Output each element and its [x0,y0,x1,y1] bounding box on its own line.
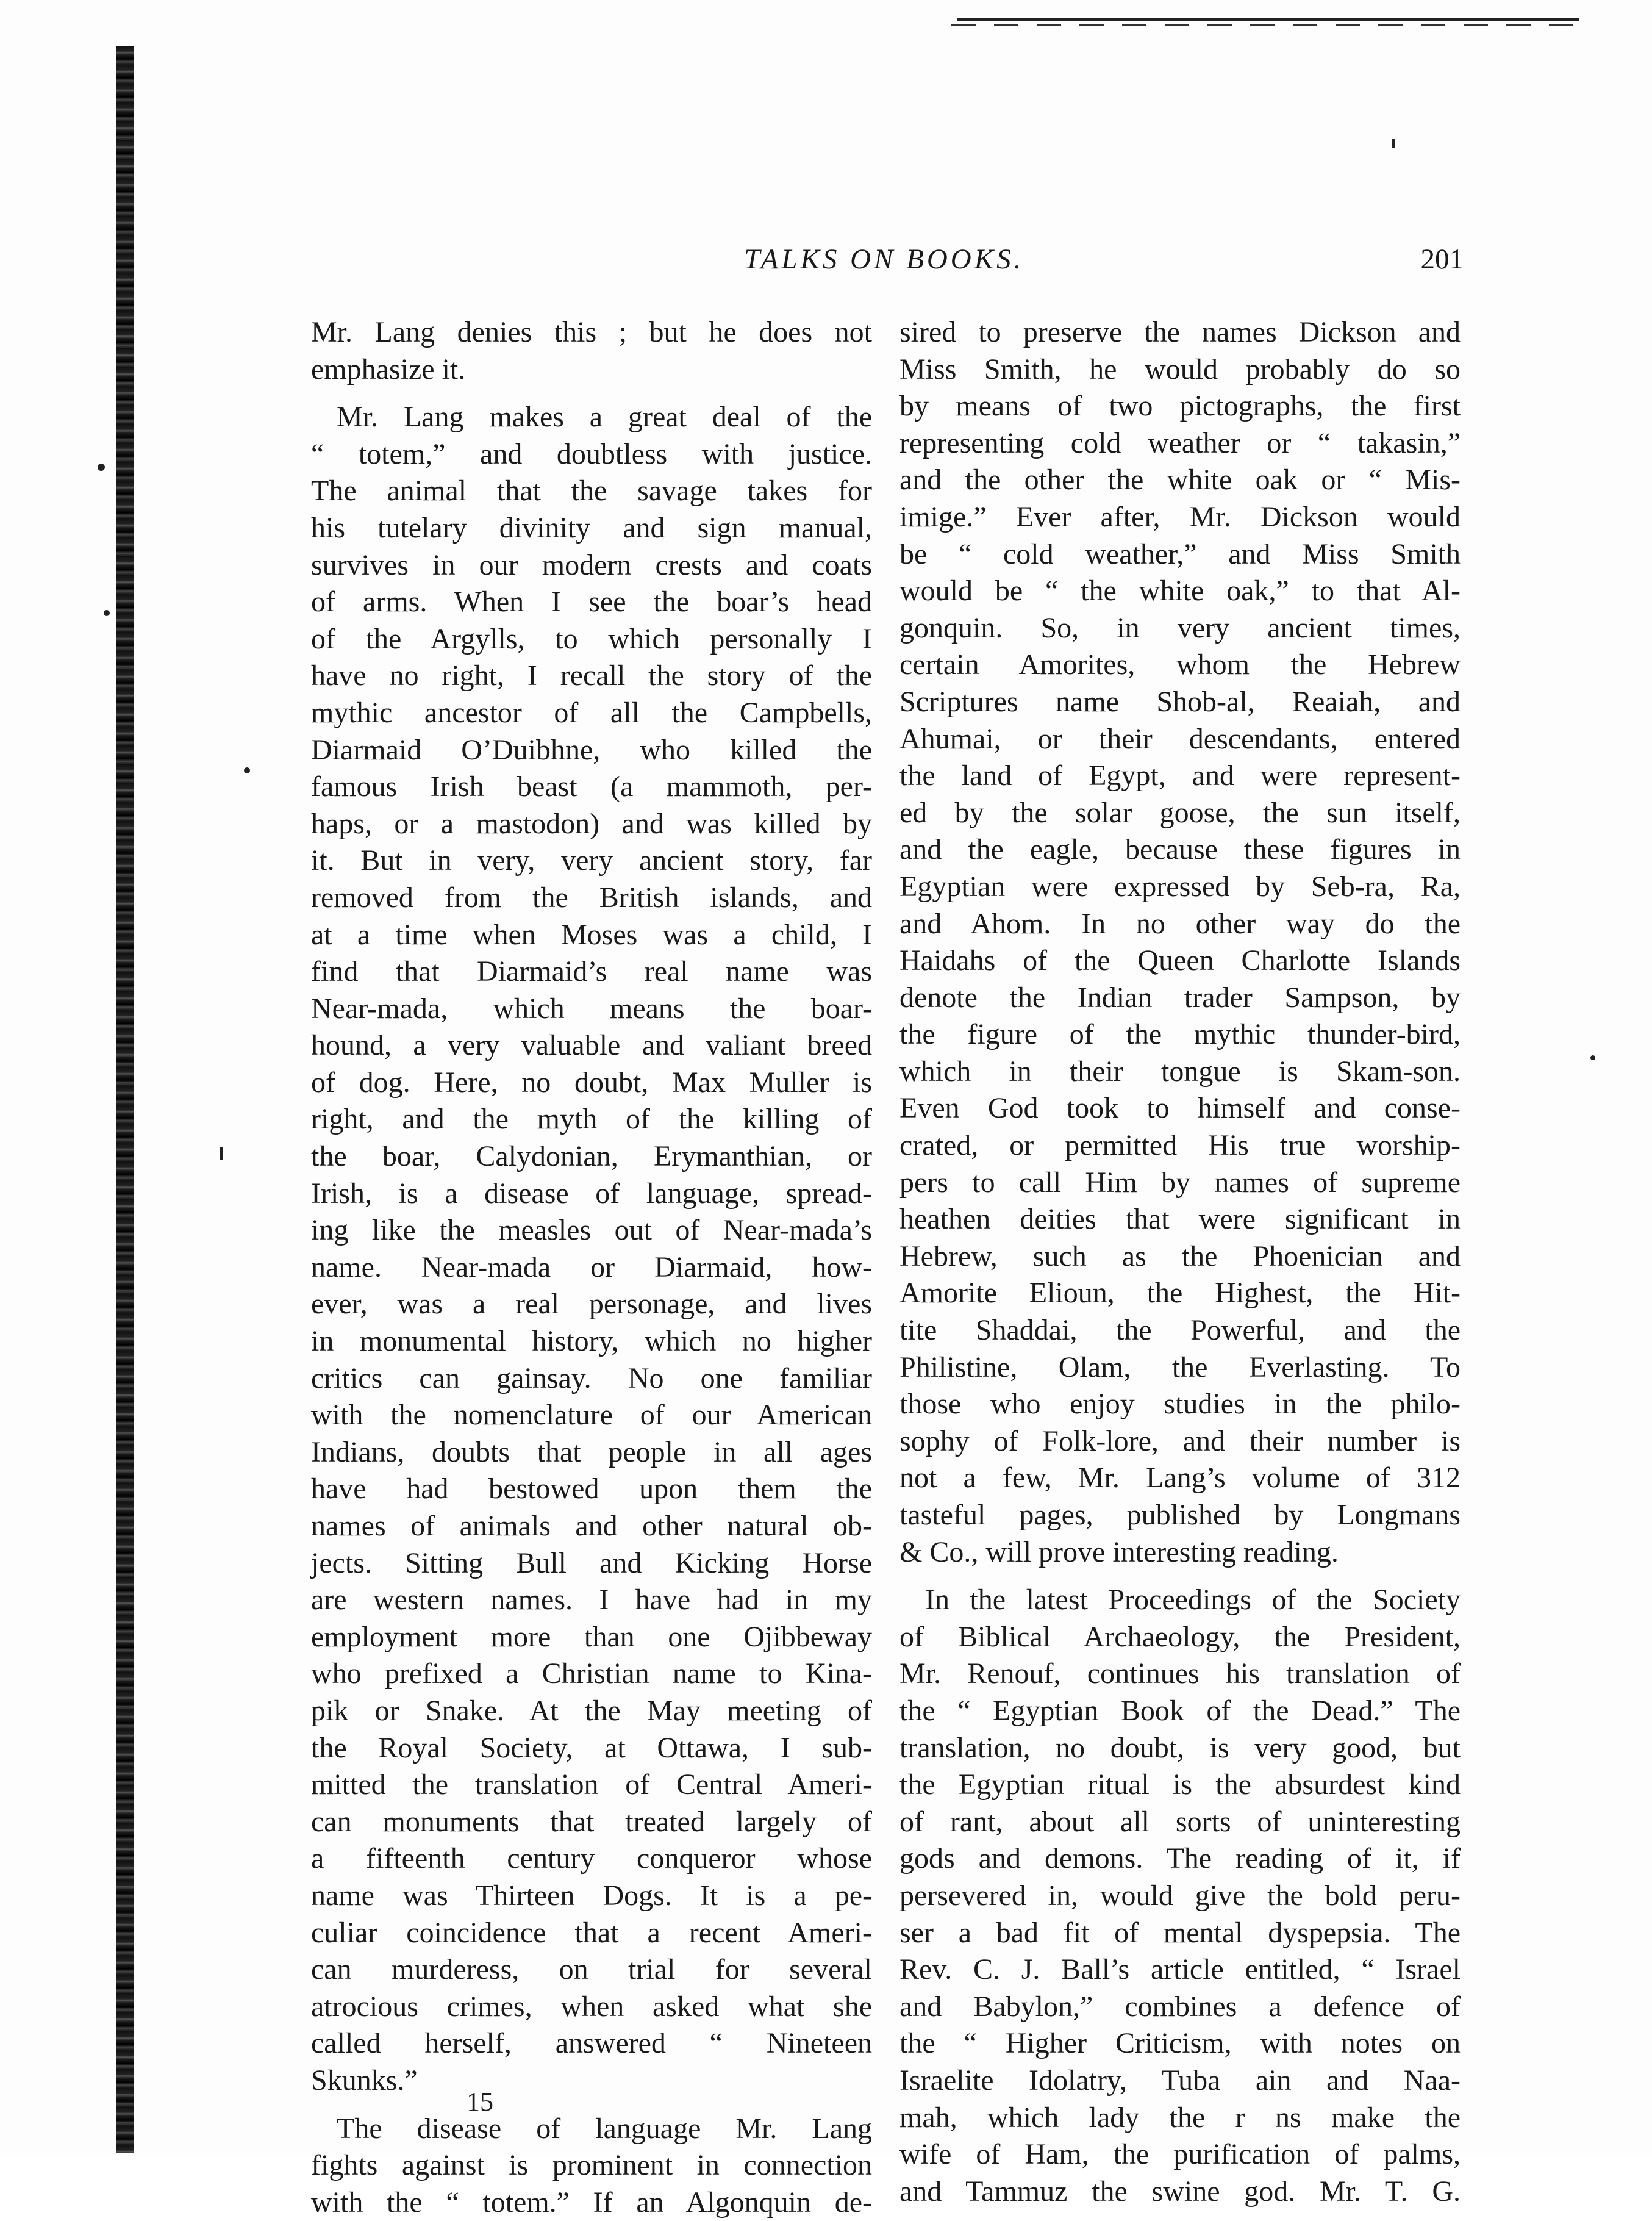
text-line: at a time when Moses was a child, I [311,918,872,951]
text-line: names of animals and other natural ob- [311,1510,872,1542]
text-line: employment more than one Ojibbeway [311,1620,872,1653]
top-rule [957,18,1579,21]
text-line: can murderess, on trial for several [311,1953,872,1986]
text-line: wife of Ham, the purification of palms, [899,2138,1461,2171]
text-line: with the “ totem.” If an Algonquin de- [311,2186,872,2219]
running-title: TALKS ON BOOKS. [744,243,1024,275]
text-line: and Ahom. In no other way do the [899,907,1461,940]
text-line: Egyptian were expressed by Seb-ra, Ra, [899,870,1461,903]
text-line: would be “ the white oak,” to that Al- [899,575,1461,608]
scan-speck [1392,139,1395,148]
text-line: tasteful pages, published by Longmans [899,1499,1461,1531]
text-line: representing cold weather or “ takasin,” [899,426,1461,459]
text-line: are western names. I have had in my [311,1584,872,1616]
text-line: “ totem,” and doubtless with justice. [311,437,872,470]
text-line: which in their tongue is Skam-son. [899,1055,1461,1088]
text-line: by means of two pictographs, the first [899,390,1461,423]
text-line: critics can gainsay. No one familiar [311,1362,872,1394]
text-line: be “ cold weather,” and Miss Smith [899,537,1461,570]
text-line: denote the Indian trader Sampson, by [899,981,1461,1014]
signature-mark: 15 [467,2087,493,2117]
text-line: the boar, Calydonian, Erymanthian, or [311,1140,872,1173]
text-line: Near-mada, which means the boar- [311,992,872,1025]
text-line: ever, was a real personage, and lives [311,1288,872,1321]
text-line: Mr. Lang makes a great deal of the [337,401,872,434]
text-line: who prefixed a Christian name to Kina- [311,1657,872,1690]
text-line: of dog. Here, no doubt, Max Muller is [311,1066,872,1099]
text-line: the Egyptian ritual is the absurdest kind [899,1768,1461,1801]
text-line: survives in our modern crests and coats [311,548,872,581]
scan-speck [1590,1055,1595,1060]
text-line: Irish, is a disease of language, spread- [311,1177,872,1210]
right-column [899,314,1461,2210]
text-line: called herself, answered “ Nineteen [311,2027,872,2060]
text-line: of rant, about all sorts of uninteresting [899,1805,1461,1838]
text-line: mitted the translation of Central Ameri- [311,1768,872,1801]
text-line: sired to preserve the names Dickson and [899,316,1461,348]
text-line: pik or Snake. At the May meeting of [311,1694,872,1727]
text-line: Diarmaid O’Duibhne, who killed the [311,733,872,766]
text-line: name was Thirteen Dogs. It is a pe- [311,1879,872,1912]
text-line: not a few, Mr. Lang’s volume of 312 [899,1462,1461,1494]
text-line: Miss Smith, he would probably do so [899,353,1461,386]
text-line: of arms. When I see the boar’s head [311,586,872,619]
text-line: culiar coincidence that a recent Ameri- [311,1916,872,1949]
page-number: 201 [1420,243,1464,275]
text-line: persevered in, would give the bold peru- [899,1879,1461,1912]
text-line: ing like the measles out of Near-mada’s [311,1214,872,1247]
binding-edge [116,46,134,2153]
text-line: find that Diarmaid’s real name was [311,955,872,988]
text-line: Amorite Elioun, the Highest, the Hit- [899,1277,1461,1310]
text-line: his tutelary divinity and sign manual, [311,511,872,544]
text-line: the figure of the mythic thunder-bird, [899,1018,1461,1051]
text-line: can monuments that treated largely of [311,1805,872,1838]
text-line: translation, no doubt, is very good, but [899,1731,1461,1764]
text-line: the Royal Society, at Ottawa, I sub- [311,1731,872,1764]
text-line: name. Near-mada or Diarmaid, how- [311,1250,872,1283]
text-line: and the eagle, because these figures in [899,833,1461,866]
text-line: fights against is prominent in connection [311,2149,872,2182]
text-line: imige.” Ever after, Mr. Dickson would [899,500,1461,533]
text-line: Haidahs of the Queen Charlotte Islands [899,944,1461,977]
paragraph-gap [899,1571,1461,1582]
text-line: removed from the British islands, and [311,881,872,914]
text-line: the “ Higher Criticism, with notes on [899,2027,1461,2060]
text-line: The animal that the savage takes for [311,475,872,508]
text-line: Even God took to himself and conse- [899,1092,1461,1125]
text-line: The disease of language Mr. Lang [337,2112,872,2145]
text-line: Rev. C. J. Ball’s article entitled, “ Israel [899,1953,1461,1986]
text-line: the land of Egypt, and were represent- [899,759,1461,792]
scan-speck [244,767,250,773]
text-line: Mr. Lang denies this ; but he does not [311,316,872,348]
text-line: gods and demons. The reading of it, if [899,1842,1461,1875]
text-line: and the other the white oak or “ Mis- [899,464,1461,497]
text-line: those who enjoy studies in the philo- [899,1388,1461,1421]
text-line: of the Argylls, to which personally I [311,622,872,655]
text-line: hound, a very valuable and valiant breed [311,1029,872,1062]
scan-speck [104,610,110,616]
text-line: sophy of Folk-lore, and their number is [899,1424,1461,1457]
top-rule-dashed [951,24,1579,26]
text-line: have no right, I recall the story of the [311,659,872,692]
paragraph-gap [311,2100,872,2111]
text-line: with the nomenclature of our American [311,1399,872,1432]
left-column [311,314,872,2221]
text-line: famous Irish beast (a mammoth, per- [311,770,872,803]
text-line: emphasize it. [311,353,466,386]
text-line: jects. Sitting Bull and Kicking Horse [311,1546,872,1579]
text-line: ser a bad fit of mental dyspepsia. The [899,1916,1461,1949]
text-line: ed by the solar goose, the sun itself, [899,796,1461,829]
text-line: & Co., will prove interesting reading. [899,1535,1339,1568]
text-line: Israelite Idolatry, Tuba ain and Naa- [899,2064,1461,2097]
text-line: mythic ancestor of all the Campbells, [311,696,872,729]
paragraph-gap [311,388,872,399]
scan-speck [220,1147,223,1160]
text-line: right, and the myth of the killing of [311,1103,872,1136]
text-line: Indians, doubts that people in all ages [311,1435,872,1468]
scan-speck [98,464,105,471]
text-line: heathen deities that were significant in [899,1203,1461,1236]
text-line: Mr. Renouf, continues his translation of [899,1657,1461,1690]
text-line: tite Shaddai, the Powerful, and the [899,1314,1461,1347]
text-line: In the latest Proceedings of the Society [925,1584,1461,1616]
text-line: certain Amorites, whom the Hebrew [899,648,1461,681]
text-line: Hebrew, such as the Phoenician and [899,1240,1461,1272]
text-line: crated, or permitted His true worship- [899,1129,1461,1162]
text-line: it. But in very, very ancient story, far [311,844,872,877]
text-line: gonquin. So, in very ancient times, [899,611,1461,644]
text-line: pers to call Him by names of supreme [899,1166,1461,1199]
text-line: the “ Egyptian Book of the Dead.” The [899,1694,1461,1727]
text-line: mah, which lady the r ns make the [899,2101,1461,2134]
text-line: of Biblical Archaeology, the President, [899,1620,1461,1653]
text-line: have had bestowed upon them the [311,1473,872,1505]
text-line: haps, or a mastodon) and was killed by [311,807,872,840]
text-line: and Babylon,” combines a defence of [899,1990,1461,2023]
text-line: a fifteenth century conqueror whose [311,1842,872,1875]
text-line: Scriptures name Shob-al, Reaiah, and [899,685,1461,718]
text-line: Philistine, Olam, the Everlasting. To [899,1351,1461,1383]
text-line: and Tammuz the swine god. Mr. T. G. [899,2175,1461,2208]
text-line: atrocious crimes, when asked what she [311,1990,872,2023]
text-line: in monumental history, which no higher [311,1325,872,1358]
text-line: Ahumai, or their descendants, entered [899,722,1461,755]
text-line: Skunks.” [311,2064,418,2097]
page-header [305,243,1464,285]
